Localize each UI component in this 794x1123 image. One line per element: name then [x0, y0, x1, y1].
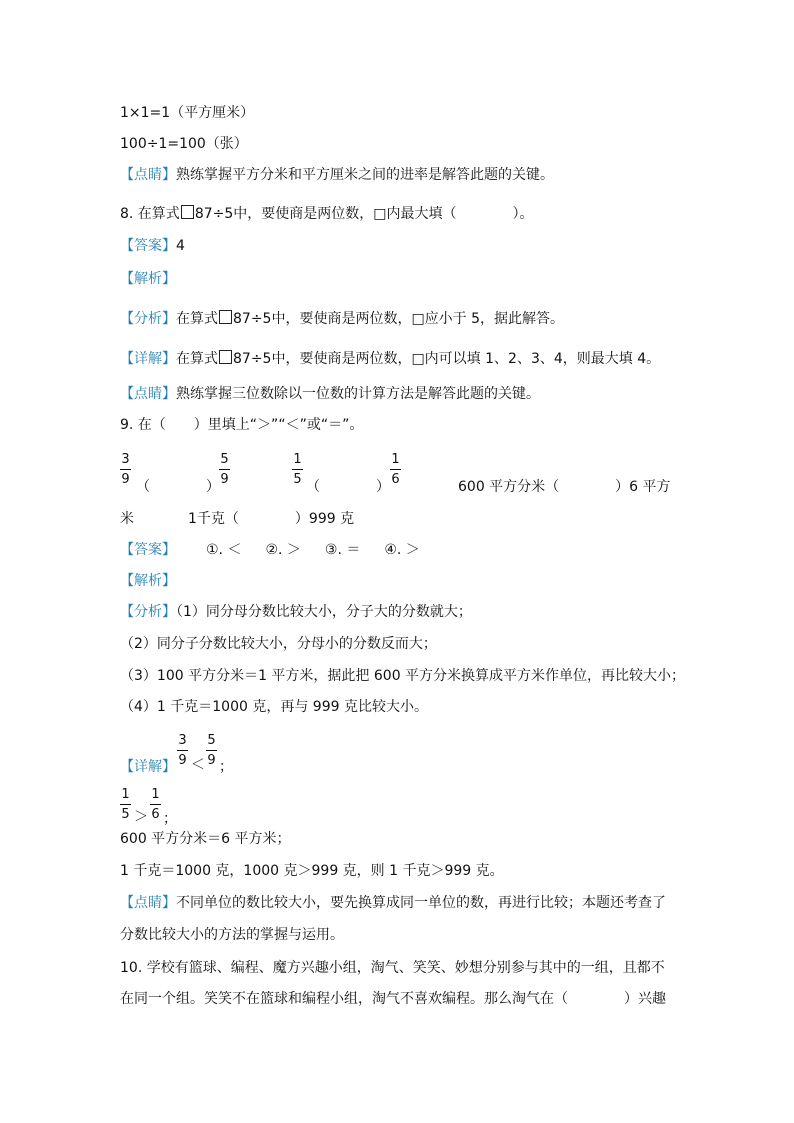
dianjing-tag: 【点睛】	[120, 895, 176, 911]
xiangjie-suffix: 中，要使商是两位数，□内可以填 1、2、3、4，则最大填 4。	[271, 351, 661, 367]
fraction-3-9: 3 9	[121, 452, 130, 487]
fraction-1-6: 1 6	[391, 452, 400, 487]
q8-prefix: 8. 在算式	[120, 206, 180, 222]
dianjing-text: 熟练掌握三位数除以一位数的计算方法是解答此题的关键。	[176, 386, 540, 402]
dianjing-9	[120, 894, 666, 912]
line-count-calc: 100÷1=100（张）	[120, 136, 248, 152]
answer-tag: 【答案】	[120, 238, 176, 254]
fenxi-tag: 【分析】	[120, 604, 176, 620]
dianjing-text: 熟练掌握平方分米和平方厘米之间的进率是解答此题的关键。	[176, 167, 554, 183]
line-area-calc: 1×1=1（平方厘米）	[120, 105, 255, 121]
answer-value: 4	[176, 238, 185, 254]
q9-line-2	[120, 510, 354, 528]
dianjing-9-line-2: 分数比较大小的方法的掌握与运用。	[120, 927, 344, 943]
fenxi-8	[120, 310, 564, 328]
fenxi-text: （1）同分母分数比较大小，分子大的分数就大；	[176, 604, 472, 620]
greater-than-sign: ＞	[134, 809, 148, 825]
xiangjie-9-line-3: 600 平方分米＝6 平方米；	[120, 831, 291, 847]
jiexi-8: 【解析】	[120, 271, 176, 287]
xiangjie-tag: 【详解】	[120, 351, 176, 367]
answer-1: ①. ＜	[206, 542, 242, 558]
less-than-sign: ＜	[191, 757, 205, 773]
q8-suffix: 中，要使商是两位数，□内最大填（ ）。	[233, 206, 534, 222]
fenxi-suffix: 中，要使商是两位数，□应小于 5，据此解答。	[271, 311, 565, 327]
fraction-3-9: 3 9	[178, 733, 187, 768]
answer-4: ④. ＞	[384, 542, 420, 558]
blank-paren: （ ）	[306, 479, 390, 495]
q9-item-4: 1千克（ ）999 克	[188, 511, 355, 527]
dianjing-8	[120, 385, 540, 403]
fraction-1-5: 1 5	[121, 787, 130, 822]
semicolon: ；	[163, 811, 177, 827]
fenxi-9-1	[120, 603, 472, 621]
xiangjie-expression: 87÷5	[233, 351, 272, 367]
fenxi-tag: 【分析】	[120, 311, 176, 327]
fenxi-expression: 87÷5	[233, 311, 272, 327]
fenxi-9-4: （4）1 千克＝1000 克，再与 999 克比较大小。	[120, 699, 428, 715]
fenxi-9-3: （3）100 平方分米＝1 平方米，据此把 600 平方分米换算成平方米作单位，再比较大小；	[120, 668, 686, 684]
jiexi-9: 【解析】	[120, 573, 176, 589]
semicolon: ；	[219, 759, 233, 775]
question-9: 9. 在（ ）里填上“＞”“＜”或“＝”。	[120, 417, 364, 433]
blank-box-icon	[219, 310, 232, 324]
xiangjie-9-line-4: 1 千克＝1000 克，1000 克＞999 克，则 1 千克＞999 克。	[120, 863, 504, 879]
answer-9	[120, 541, 420, 559]
answer-2: ②. ＞	[265, 542, 301, 558]
fenxi-prefix: 在算式	[176, 311, 218, 327]
blank-box-icon	[181, 205, 194, 219]
fraction-5-9: 5 9	[207, 733, 216, 768]
xiangjie-8	[120, 350, 660, 368]
q8-expression: 87÷5	[194, 206, 234, 222]
q9-item-3: 600 平方分米（ ）6 平方	[458, 479, 671, 495]
answer-tag: 【答案】	[120, 542, 176, 558]
dianjing-tag: 【点睛】	[120, 386, 176, 402]
dianjing-7	[120, 166, 554, 184]
question-8	[120, 205, 534, 223]
blank-paren: （ ）	[136, 479, 220, 495]
dianjing-tag: 【点睛】	[120, 167, 176, 183]
question-10-line-2: 在同一个组。笑笑不在篮球和编程小组，淘气不喜欢编程。那么淘气在（ ）兴趣	[120, 991, 666, 1007]
q9-item-3-unit: 米	[120, 511, 134, 527]
xiangjie-tag: 【详解】	[120, 759, 176, 775]
question-10-line-1: 10. 学校有篮球、编程、魔方兴趣小组，淘气、笑笑、妙想分别参与其中的一组，且都不	[120, 960, 665, 976]
answer-3: ③. ＝	[324, 542, 361, 558]
blank-box-icon	[219, 350, 232, 364]
answer-8	[120, 237, 185, 255]
dianjing-text: 不同单位的数比较大小，要先换算成同一单位的数，再进行比较；本题还考查了	[176, 895, 666, 911]
fraction-1-6: 1 6	[151, 787, 160, 822]
fenxi-9-2: （2）同分子分数比较大小，分母小的分数反而大；	[120, 636, 437, 652]
xiangjie-prefix: 在算式	[176, 351, 218, 367]
fraction-5-9: 5 9	[220, 452, 229, 487]
fraction-1-5: 1 5	[293, 452, 302, 487]
